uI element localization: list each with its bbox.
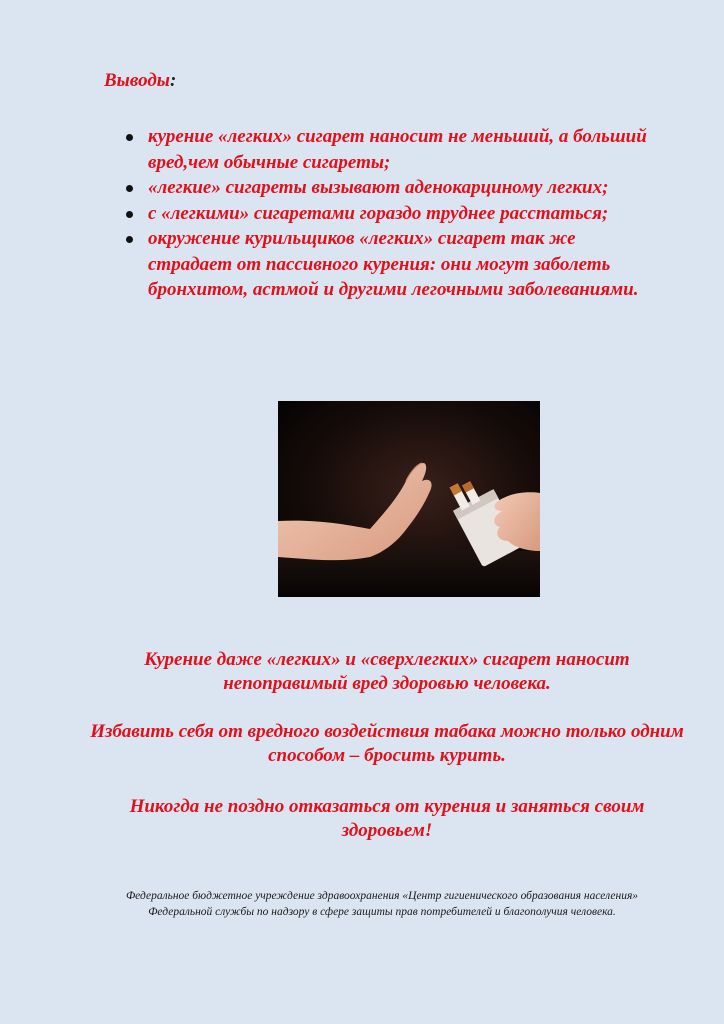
list-item-text: окружение курильщиков «легких» сигарет так же страдает от пассивного курения: они могут заболеть бронхитом, астмой и другими легочными заболеваниями. [148, 228, 639, 300]
list-item [122, 226, 662, 303]
conclusions-heading [104, 70, 176, 92]
list-item-text: курение «легких» сигарет наносит не меньший, а больший вред,чем обычные сигареты; [148, 126, 647, 173]
publisher-footer: Федеральное бюджетное учреждение здравоохранения «Центр гигиенического образования населения» Федеральной службы по надзору в сфере защиты прав потребителей и благополучия человека. [125, 890, 639, 918]
list-item [122, 201, 662, 227]
bullet-icon [126, 134, 133, 141]
list-item [122, 175, 662, 201]
list-item [122, 124, 662, 175]
bullet-icon [126, 211, 133, 218]
refusing-cigarette-illustration [278, 401, 540, 597]
refusing-cigarette-photo [278, 401, 540, 597]
statement-quit-smoking: Избавить себя от вредного воздействия табака можно только одним способом – бросить курить. [90, 721, 684, 766]
bullet-icon [126, 185, 133, 192]
statement-never-too-late: Никогда не поздно отказаться от курения и заняться своим здоровьем! [129, 796, 645, 841]
list-item-text: «легкие» сигареты вызывают аденокарциному легких; [148, 177, 609, 198]
list-item-text: с «легкими» сигаретами гораздо труднее расстаться; [148, 202, 609, 224]
conclusions-heading-text: Выводы [104, 70, 170, 91]
bullet-icon [126, 236, 133, 243]
statement-light-cigarettes: Курение даже «легких» и «сверхлегких» сигарет наносит непоправимый вред здоровью человека. [144, 649, 630, 694]
conclusions-list [122, 124, 662, 303]
conclusions-heading-colon: : [169, 70, 177, 91]
